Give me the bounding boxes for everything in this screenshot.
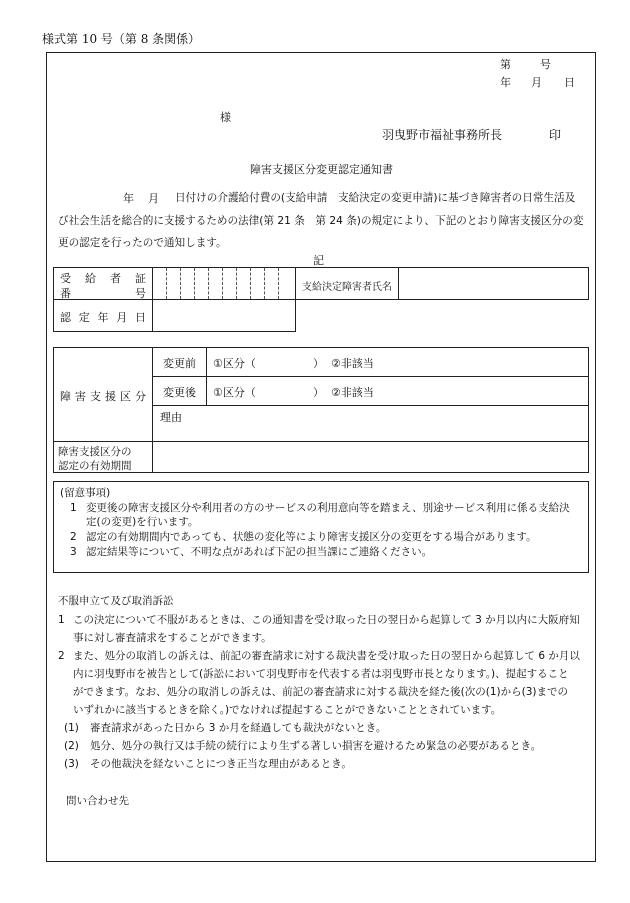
addressee-suffix: 様 [220, 111, 231, 124]
appeal-p2-line-1: また、処分の取消しの訴えは、前記の審査請求に対する裁決書を受け取った日の翌日から起算して 6 か月以 [73, 650, 580, 662]
note-3-num: 3 [70, 546, 77, 558]
applicant-name-label: 支給決定障害者氏名 [302, 282, 392, 293]
appeal-sub-1-num: (1) [64, 722, 79, 734]
ki-label: 記 [313, 254, 324, 267]
appeal-p2-line-2: 内に羽曳野市を被告として(訴訟において羽曳野市を代表する者は羽曳野市長となります。)、提起すること [73, 668, 569, 680]
issuer-name: 羽曳野市福祉事務所長 [382, 128, 503, 142]
form-number: 様式第 10 号（第 8 条関係） [42, 32, 201, 46]
appeal-p2-line-4: いずれかに該当するときを除く。)でなければ提起することができないこととされています。 [73, 704, 502, 716]
seal-mark: 印 [549, 128, 562, 142]
appeal-p2-line-3: ができます。なお、処分の取消しの訴えは、前記の審査請求に対する裁決を経た後(次の(1)から(3)までの [73, 686, 569, 698]
intro-year: 年 [123, 192, 134, 205]
validity-period-label-2: 認定の有効期間 [58, 460, 132, 472]
date-month: 月 [531, 76, 542, 89]
note-1-line-1: 変更後の障害支援区分や利用者の方のサービスの利用意向等を踏まえ、別途サービス利用に係る支給決 [86, 502, 570, 514]
appeal-sub-3-num: (3) [64, 758, 79, 770]
before-option-not-applicable: ②非該当 [331, 357, 374, 370]
appeal-p1-num: 1 [58, 614, 65, 626]
appeal-heading: 不服申立て及び取消訴訟 [58, 595, 174, 607]
date-day: 日 [564, 76, 575, 89]
before-change-label: 変更前 [163, 357, 196, 370]
contact-label: 問い合わせ先 [66, 795, 129, 807]
validity-period-label-1: 障害支援区分の [58, 446, 132, 458]
intro-line-1: 日付けの介護給付費の(支給申請 支給決定の変更申請)に基づき障害者の日常生活及 [175, 192, 576, 204]
appeal-p1-line-1: この決定について不服があるときは、この通知書を受け取った日の翌日から起算して 3 か月以内に大阪府知 [73, 614, 580, 626]
appeal-p1-line-2: 事に対し審査請求をすることができます。 [73, 632, 272, 644]
reason-label: 理由 [160, 411, 182, 424]
number-prefix: 第 [500, 58, 511, 71]
before-option-category: ①区分（ [213, 357, 256, 370]
certification-date-label: 認 定 年 月 日 [60, 311, 146, 324]
note-1-line-2: 定(の変更)を行います。 [86, 516, 199, 528]
appeal-p2-num: 2 [58, 650, 65, 662]
note-3-line-1: 認定結果等について、不明な点があれば下記の担当課にご連絡ください。 [86, 546, 433, 558]
after-option-close: ） [313, 386, 324, 399]
recipient-number-label-row2: 番 号 [60, 287, 146, 300]
notes-heading: (留意事項) [60, 487, 111, 499]
before-option-close: ） [313, 357, 324, 370]
date-year: 年 [500, 76, 511, 89]
support-category-label: 障 害 支 援 区 分 [60, 390, 146, 403]
note-2-line-1: 認定の有効期間内であっても、状態の変化等により障害支援区分の変更をする場合があります。 [86, 531, 537, 543]
intro-line-2: び社会生活を総合的に支援するための法律(第 21 条 第 24 条)の規定により、下記のとおり障害支援区分の変 [58, 215, 584, 227]
intro-line-3: 更の認定を行ったので通知します。 [58, 237, 227, 249]
recipient-number-label-row1: 受 給 者 証 [60, 272, 146, 285]
note-1-num: 1 [70, 502, 77, 514]
after-change-label: 変更後 [163, 386, 196, 399]
appeal-sub-2-num: (2) [64, 740, 79, 752]
after-option-category: ①区分（ [213, 386, 256, 399]
number-suffix: 号 [540, 58, 551, 71]
notice-title: 障害支援区分変更認定通知書 [250, 163, 393, 176]
after-option-not-applicable: ②非該当 [331, 386, 374, 399]
appeal-sub-2-text: 処分、処分の執行又は手続の続行により生ずる著しい損害を避けるため緊急の必要があるとき。 [90, 740, 542, 752]
intro-month: 月 [148, 192, 159, 205]
appeal-sub-1-text: 審査請求があった日から 3 か月を経過しても裁決がないとき。 [90, 722, 387, 734]
appeal-sub-3-text: その他裁決を経ないことにつき正当な理由があるとき。 [90, 758, 352, 770]
note-2-num: 2 [70, 531, 77, 543]
